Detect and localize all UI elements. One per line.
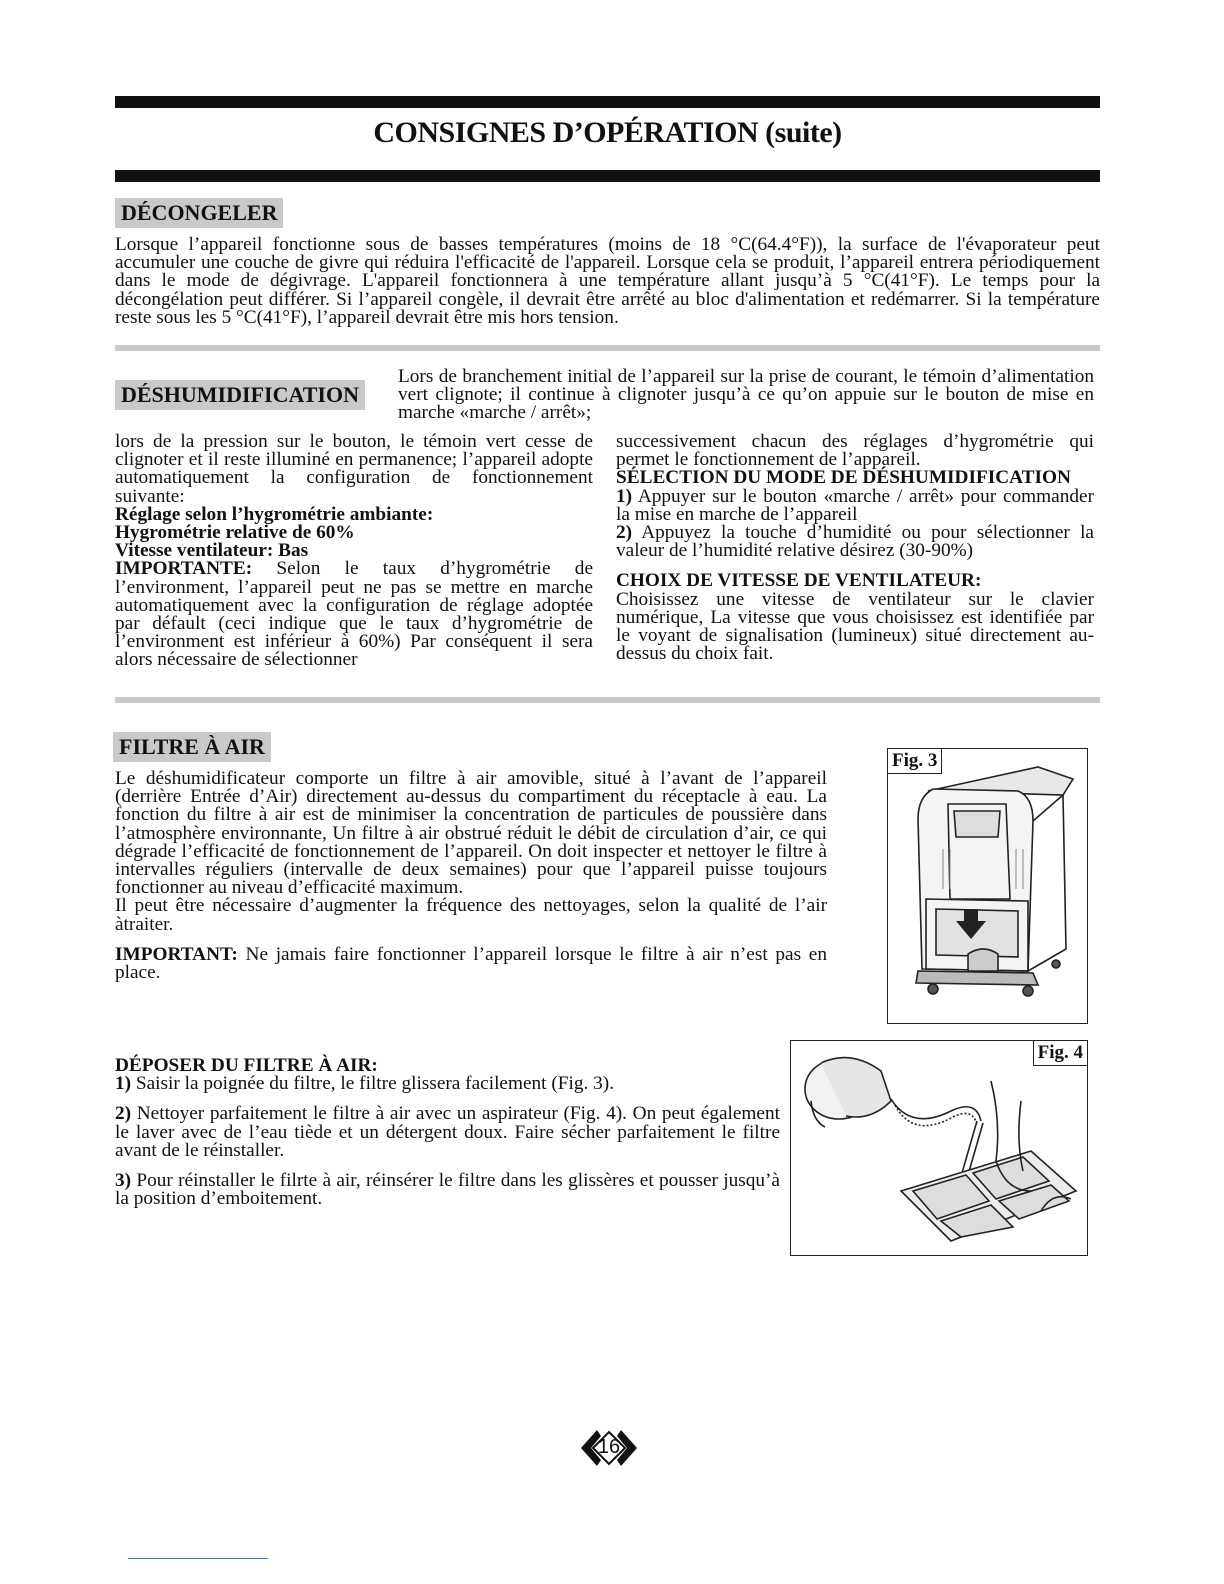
- filtre-step-2-text: Nettoyer parfaitement le filtre à air avec un aspirateur (Fig. 4). On peut également le laver avec de l’eau tiède et un détergent doux. Faire sécher parfaitement le filtre avant de le réinstaller.: [115, 1103, 780, 1161]
- footer-rule: [128, 1558, 268, 1559]
- fan-speed-heading: CHOIX DE VITESSE DE VENTILATEUR:: [616, 570, 982, 592]
- figure-4-label: Fig. 4: [1033, 1040, 1088, 1066]
- deshum-setting-heading: Réglage selon l’hygrométrie ambiante:: [115, 503, 434, 525]
- deshum-mode-heading: SÉLECTION DU MODE DE DÉSHUMIDIFICATION: [616, 467, 1071, 489]
- decongeler-text: [115, 236, 1100, 327]
- deshum-left-intro: lors de la pression sur le bouton, le témoin vert cesse de clignoter et il reste illuminé en permanence; l’appareil adopte automatiquement la configuration de fonctionnement suivante:: [115, 431, 593, 507]
- section-label-filtre: FILTRE À AIR: [113, 732, 271, 762]
- section-divider: [115, 697, 1100, 703]
- filtre-important-label: IMPORTANT:: [115, 943, 238, 965]
- figure-3-label: Fig. 3: [887, 748, 942, 774]
- deshum-important: [115, 560, 593, 669]
- section-label-decongeler: DÉCONGELER: [115, 198, 283, 228]
- filtre-step-2: [115, 1105, 780, 1160]
- deshum-step-1-num: 1): [616, 485, 633, 507]
- deshum-step-1: [616, 485, 1094, 525]
- deshum-step-2-num: 2): [616, 522, 633, 544]
- filtre-step-1-text: Saisir la poignée du filtre, le filtre glissera facilement (Fig. 3).: [131, 1073, 615, 1095]
- filtre-step-1: [115, 1075, 780, 1093]
- dehumidifier-illustration: [888, 749, 1087, 1023]
- filtre-steps: [115, 1057, 780, 1208]
- filtre-step-3: [115, 1172, 780, 1208]
- filtre-paragraph-2: Il peut être nécessaire d’augmenter la fréquence des nettoyages, selon la qualité de l’air àtraiter.: [115, 895, 827, 935]
- figure-3: [887, 748, 1088, 1024]
- deshum-setting-fan: Vitesse ventilateur: Bas: [115, 540, 309, 562]
- header-rule-bottom: [115, 170, 1100, 182]
- header-rule-top: [115, 96, 1100, 108]
- deposer-heading: DÉPOSER DU FILTRE À AIR:: [115, 1055, 378, 1076]
- figure-4: [790, 1040, 1088, 1256]
- section-divider: [115, 345, 1100, 351]
- deshum-setting-humidity: Hygrométrie relative de 60%: [115, 522, 355, 544]
- filtre-step-1-num: 1): [115, 1073, 132, 1095]
- filtre-step-3-num: 3): [115, 1170, 132, 1192]
- deshum-step-2: [616, 524, 1094, 560]
- filtre-step-3-text: Pour réinstaller le filrte à air, réinsérer le filtre dans les glissères et pousser jusqu’à la position d’emboitement.: [115, 1170, 780, 1210]
- filtre-step-2-num: 2): [115, 1103, 132, 1125]
- filtre-important-text: Ne jamais faire fonctionner l’appareil lorsque le filtre à air n’est pas en place.: [115, 943, 827, 984]
- decongeler-paragraph: Lorsque l’appareil fonctionne sous de basses températures (moins de 18 °C(64.4°F)), la surface de l'évaporateur peut accumuler une couche de givre qui réduira l'efficacité de l'appareil. Lorsque cela se produit, l’appareil entrera périodiquement dans le mode de dégivrage. L'appareil fonctionnera à une température allant jusqu’à 5 °C(41°F). Le temps pour la décongélation peut différer. Si l’appareil congèle, il devrait être arrêté au bloc d'alimentation et redémarrer. Si la température reste sous les 5 °C(41°F), l’appareil devrait être mis hors tension.: [115, 234, 1100, 328]
- deshum-intro: [398, 368, 1094, 423]
- vacuum-cleaning-illustration: [791, 1041, 1087, 1255]
- deshum-step-2-text: Appuyez la touche d’humidité ou pour sélectionner la valeur de l’humidité relative désirez (30-90%): [616, 522, 1094, 562]
- filtre-text: [115, 770, 827, 982]
- page-title: CONSIGNES D’OPÉRATION (suite): [373, 116, 842, 149]
- deshum-left-column: [115, 433, 593, 670]
- filtre-important: [115, 943, 827, 984]
- deshum-intro-text: Lors de branchement initial de l’appareil sur la prise de courant, le témoin d’alimentation vert clignote; il continue à clignoter jusqu’à ce qu’on appuie sur le bouton de mise en marche «marche / arrêt»;: [398, 366, 1094, 424]
- fan-speed-text: Choisissez une vitesse de ventilateur sur le clavier numérique, La vitesse que vous choisissez est identifiée par le voyant de signalisation (lumineux) situé directement au-dessus du choix fait.: [616, 588, 1094, 665]
- deshum-right-column: [616, 433, 1094, 663]
- section-label-deshumidification: DÉSHUMIDIFICATION: [115, 380, 365, 410]
- filtre-paragraph-1: Le déshumidificateur comporte un filtre à air amovible, situé à l’avant de l’appareil (derrière Entrée d’Air) directement au-dessus du compartiment du réceptacle à eau. La fonction du filtre à air est de minimiser la concentration de particules de poussière dans l’atmosphère environnante, Un filtre à air obstrué réduit le débit de circulation d’air, ce qui dégrade l’efficacité de fonctionnement de l’appareil. On doit inspecter et nettoyer le filtre à intervalles réguliers (intervalle de deux semaines) pour que l’appareil puisse toujours fonctionner au niveau d’efficacité maximum.: [115, 768, 827, 899]
- page-number: 16: [597, 1436, 621, 1458]
- deshum-important-label: IMPORTANTE:: [115, 558, 253, 580]
- deshum-step-1-text: Appuyer sur le bouton «marche / arrêt» pour commander la mise en marche de l’appareil: [616, 485, 1094, 525]
- deshum-important-text: Selon le taux d’hygrométrie de l’environment, l’appareil peut ne pas se mettre en marche automatiquement avec la configuration de réglage adoptée par défault (ceci indique que le taux d’hygrométrie de l’environment est inférieur à 60%) Par conséquent il sera alors nécessaire de sélectionner: [115, 558, 593, 671]
- deshum-right-intro: successivement chacun des réglages d’hygrométrie qui permet le fonctionnement de l’appareil.: [616, 431, 1094, 471]
